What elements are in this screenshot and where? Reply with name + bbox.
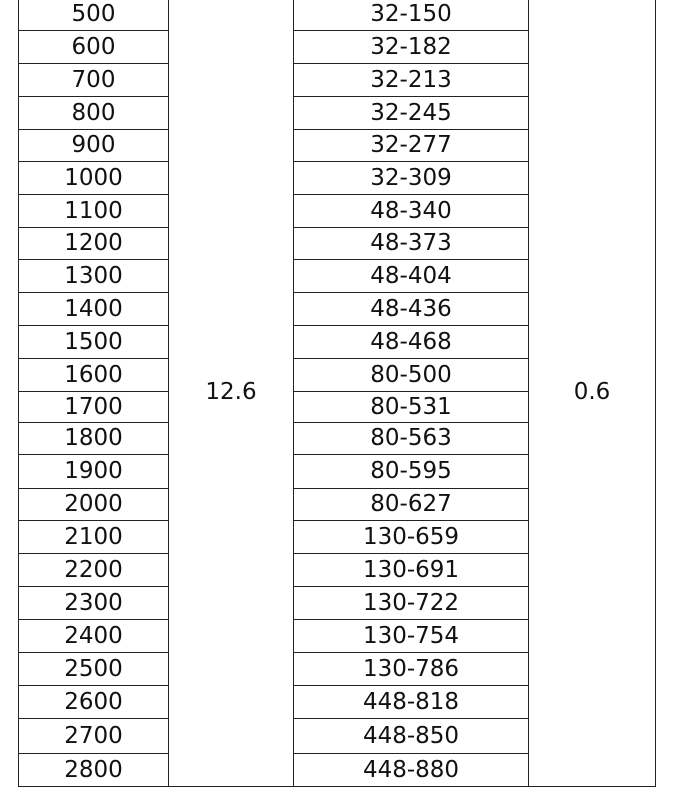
spec-table — [18, 0, 656, 787]
merged-value-cell-0-6: 0.6 — [529, 0, 656, 787]
length-cell: 2000 — [19, 489, 169, 521]
range-cell: 130-786 — [294, 653, 529, 686]
range-cell: 80-595 — [294, 455, 529, 489]
range-cell: 80-500 — [294, 359, 529, 392]
length-cell: 2400 — [19, 620, 169, 653]
length-cell: 1600 — [19, 359, 169, 392]
range-cell: 130-691 — [294, 554, 529, 587]
range-cell: 448-850 — [294, 719, 529, 754]
range-cell: 32-213 — [294, 64, 529, 97]
length-cell: 500 — [19, 0, 169, 31]
length-cell: 800 — [19, 97, 169, 130]
length-cell: 2500 — [19, 653, 169, 686]
range-cell: 48-436 — [294, 293, 529, 326]
length-cell: 1300 — [19, 260, 169, 293]
length-cell: 1800 — [19, 423, 169, 455]
range-cell: 48-404 — [294, 260, 529, 293]
length-cell: 1200 — [19, 228, 169, 260]
range-cell: 32-309 — [294, 162, 529, 195]
length-cell: 1700 — [19, 392, 169, 423]
length-cell: 2100 — [19, 521, 169, 554]
range-cell: 130-722 — [294, 587, 529, 620]
length-cell: 2700 — [19, 719, 169, 754]
range-cell: 80-563 — [294, 423, 529, 455]
range-cell: 448-818 — [294, 686, 529, 719]
length-cell: 600 — [19, 31, 169, 64]
spec-table-body — [19, 0, 656, 787]
range-cell: 32-277 — [294, 130, 529, 162]
range-cell: 130-754 — [294, 620, 529, 653]
length-cell: 1900 — [19, 455, 169, 489]
length-cell: 2300 — [19, 587, 169, 620]
range-cell: 32-150 — [294, 0, 529, 31]
range-cell: 32-245 — [294, 97, 529, 130]
range-cell: 48-340 — [294, 195, 529, 228]
range-cell: 80-627 — [294, 489, 529, 521]
length-cell: 900 — [19, 130, 169, 162]
range-cell: 130-659 — [294, 521, 529, 554]
length-cell: 2800 — [19, 754, 169, 787]
merged-value-cell-12-6: 12.6 — [169, 0, 294, 787]
length-cell: 1400 — [19, 293, 169, 326]
table-row — [19, 0, 656, 31]
range-cell: 32-182 — [294, 31, 529, 64]
length-cell: 1500 — [19, 326, 169, 359]
range-cell: 48-468 — [294, 326, 529, 359]
length-cell: 700 — [19, 64, 169, 97]
length-cell: 2200 — [19, 554, 169, 587]
length-cell: 2600 — [19, 686, 169, 719]
range-cell: 48-373 — [294, 228, 529, 260]
range-cell: 80-531 — [294, 392, 529, 423]
length-cell: 1000 — [19, 162, 169, 195]
length-cell: 1100 — [19, 195, 169, 228]
range-cell: 448-880 — [294, 754, 529, 787]
